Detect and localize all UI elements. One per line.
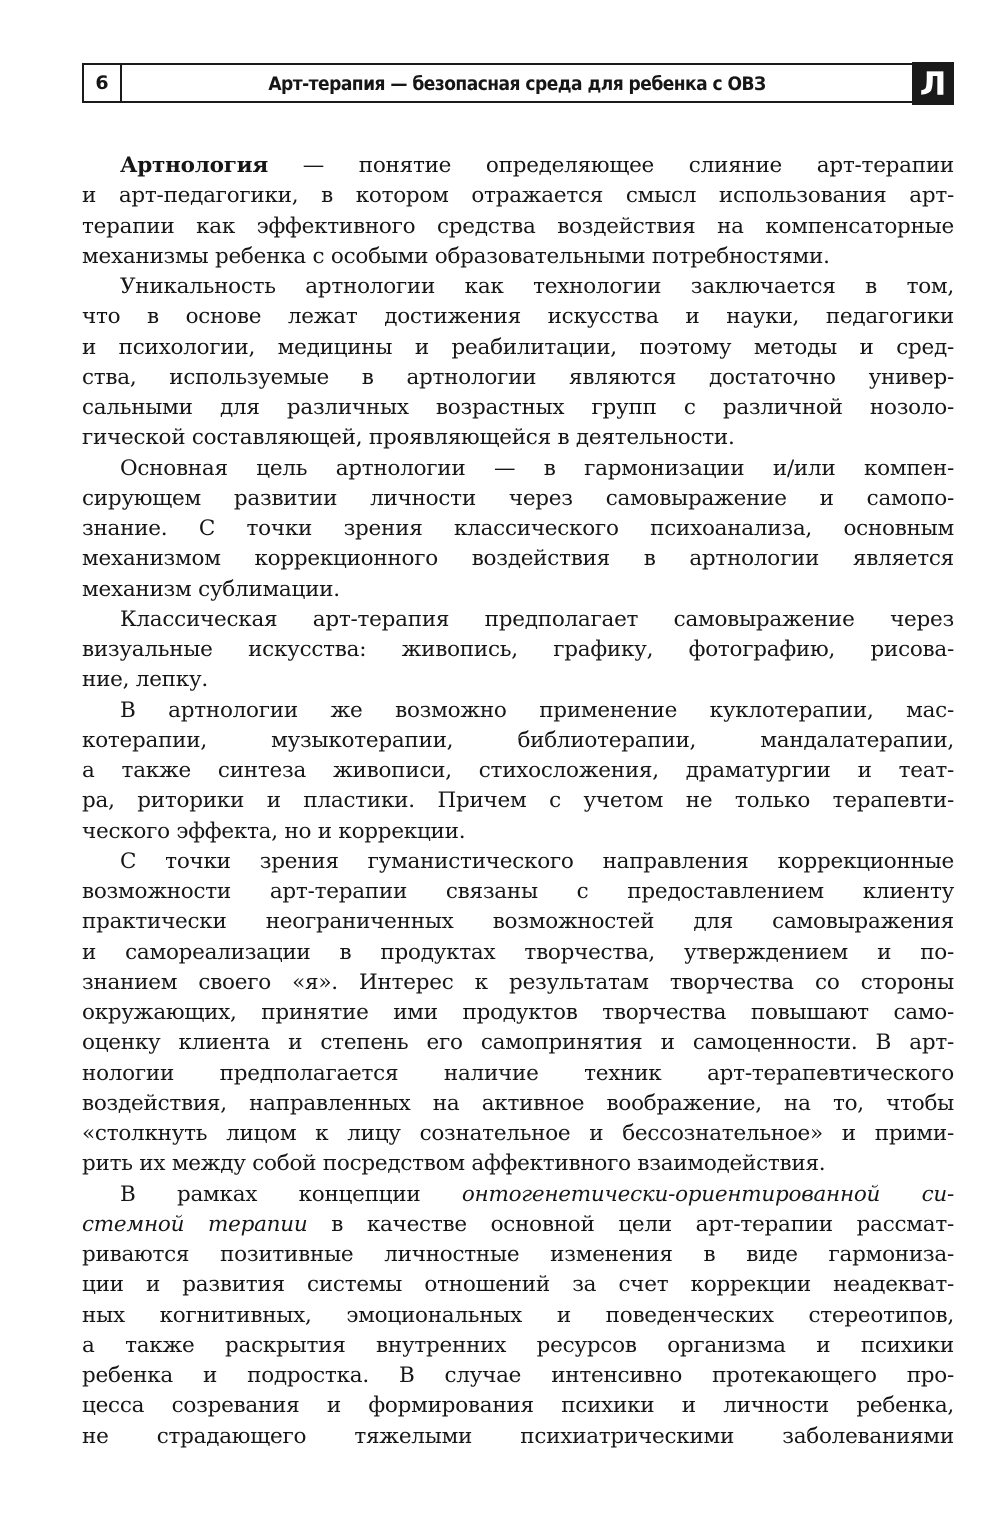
text-fragment: — понятие определяющее слияние арт-терапии	[267, 153, 954, 178]
text-line: механизмом коррекционного воздействия в артнологии является	[82, 546, 954, 572]
text-line: ребенка и подростка. В случае интенсивно протекающего про-	[82, 1363, 954, 1388]
text-line: Основная цель артнологии — в гармонизации и/или компен-	[120, 455, 954, 481]
text-line: визуальные искусства: живопись, графику, фотографию, рисова-	[82, 637, 954, 662]
running-title: Арт-терапия — безопасная среда для ребенка с ОВЗ	[268, 73, 766, 95]
text-line: механизмы ребенка с особыми образовательными потребностями.	[82, 243, 830, 269]
term-artnology: Артнология	[120, 153, 268, 178]
text-line: окружающих, принятие ими продуктов творчества повышают само-	[82, 1000, 954, 1025]
text-line	[82, 1210, 954, 1240]
page-header	[82, 63, 954, 107]
text-line: сирующем развитии личности через самовыражение и самопо-	[82, 485, 954, 511]
text-line: знание. С точки зрения классического психоанализа, основным	[82, 516, 954, 541]
text-line: «столкнуть лицом к лицу сознательное и бессознательное» и прими-	[82, 1121, 954, 1146]
text-line: терапии как эффективного средства воздействия на компенсаторные	[82, 213, 954, 239]
emphasis-text: стемной терапии	[82, 1211, 308, 1237]
text-line: знанием своего «я». Интерес к результатам творчества со стороны	[82, 969, 954, 995]
text-line: цесса созревания и формирования психики и личности ребенка,	[82, 1393, 954, 1419]
text-line: гической составляющей, проявляющейся в деятельности.	[82, 425, 735, 451]
text-line: котерапии, музыкотерапии, библиотерапии, мандалатерапии,	[82, 727, 954, 753]
text-line: нологии предполагается наличие техник арт-терапевтического	[82, 1060, 954, 1086]
emphasis-text: онтогенетически-ориентированной си-	[461, 1181, 954, 1207]
text-line: что в основе лежат достижения искусства и науки, педагогики	[82, 304, 954, 330]
text-line: ства, используемые в артнологии являются достаточно универ-	[82, 364, 954, 390]
text-fragment: в качестве основной цели арт-терапии рассмат-	[307, 1211, 954, 1237]
text-line: практически неограниченных возможностей для самовыражения	[82, 909, 954, 935]
text-line: а также синтеза живописи, стихосложения, драматургии и теат-	[82, 758, 954, 783]
text-line: воздействия, направленных на активное воображение, на то, чтобы	[82, 1090, 954, 1116]
text-line: риваются позитивные личностные изменения в виде гармониза-	[82, 1242, 954, 1267]
text-line: рить их между собой посредством аффективного взаимодействия.	[82, 1151, 826, 1177]
text-line	[82, 1180, 954, 1210]
header-rule-top	[122, 63, 912, 65]
text-line: а также раскрытия внутренних ресурсов организма и психики	[82, 1332, 954, 1358]
text-line: Уникальность артнологии как технологии заключается в том,	[120, 274, 954, 299]
text-line: ции и развития системы отношений за счет коррекции неадекват-	[82, 1272, 954, 1298]
text-line: и арт-педагогики, в котором отражается смысл использования арт-	[82, 183, 954, 209]
text-line: оценку клиента и степень его самопринятия и самоценности. В арт-	[82, 1030, 954, 1056]
text-line: Классическая арт-терапия предполагает самовыражение через	[120, 606, 954, 632]
text-line: не страдающего тяжелыми психиатрическими заболеваниями	[82, 1423, 954, 1449]
text-line: сальными для различных возрастных групп с различной нозоло-	[82, 395, 954, 420]
text-line: В артнологии же возможно применение куклотерапии, мас-	[120, 697, 954, 723]
page-number: 6	[82, 63, 122, 103]
text-line: ра, риторики и пластики. Причем с учетом не только терапевти-	[82, 788, 954, 814]
text-line	[82, 151, 954, 181]
text-line: механизм сублимации.	[82, 576, 340, 602]
text-fragment: В рамках концепции	[120, 1181, 462, 1207]
text-line: и психологии, медицины и реабилитации, поэтому методы и сред-	[82, 334, 954, 360]
text-line: возможности арт-терапии связаны с предоставлением клиенту	[82, 879, 954, 904]
text-line: ческого эффекта, но и коррекции.	[82, 818, 466, 844]
text-line: ных когнитивных, эмоциональных и поведенческих стереотипов,	[82, 1302, 954, 1328]
section-logo-icon: Л	[912, 62, 954, 105]
body-text	[82, 151, 954, 1452]
text-line: и самореализации в продуктах творчества, утверждением и по-	[82, 939, 954, 965]
header-rule-bottom	[122, 101, 912, 103]
text-line: С точки зрения гуманистического направления коррекционные	[120, 848, 954, 874]
text-line: ние, лепку.	[82, 667, 208, 693]
